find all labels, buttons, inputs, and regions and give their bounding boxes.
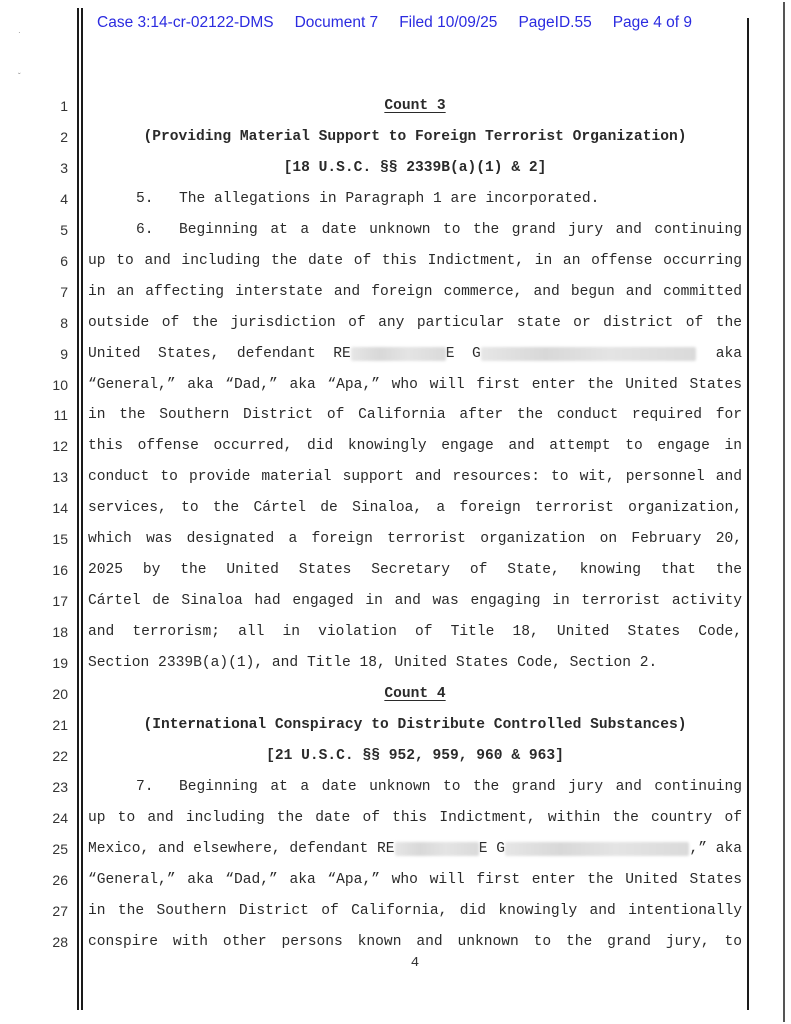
paragraph-6-line: “General,” aka “Dad,” aka “Apa,” who will first enter the United States xyxy=(88,377,742,393)
line-number: 26 xyxy=(52,872,68,888)
left-margin-rule xyxy=(77,8,79,1010)
paragraph-number: 7. xyxy=(136,779,154,795)
paragraph-6-line: in an affecting interstate and foreign commerce, and begun and committed xyxy=(88,284,742,300)
line-number: 9 xyxy=(60,346,68,362)
line-text: United States, defendant RE xyxy=(88,346,351,362)
line-number: 23 xyxy=(52,779,68,795)
paragraph-6-line: Cártel de Sinaloa had engaged in and was engaging in terrorist activity xyxy=(88,593,742,609)
paragraph-7-line: “General,” aka “Dad,” aka “Apa,” who will first enter the United States xyxy=(88,872,742,888)
line-number: 17 xyxy=(52,593,68,609)
paragraph-6-line: up to and including the date of this Indictment, in an offense occurring xyxy=(88,253,742,269)
filed-date: Filed 10/09/25 xyxy=(399,14,498,31)
count-4-subtitle: (International Conspiracy to Distribute Controlled Substances) xyxy=(143,717,687,733)
line-number: 7 xyxy=(60,284,68,300)
page-id: PageID.55 xyxy=(518,14,592,31)
line-number: 12 xyxy=(52,438,68,454)
line-text: aka xyxy=(715,346,742,362)
line-number: 1 xyxy=(60,98,68,114)
paragraph-7-line: up to and including the date of this Indictment, within the country of xyxy=(88,810,742,826)
paragraph-6-line: and terrorism; all in violation of Title 18, United States Code, xyxy=(88,624,742,640)
paragraph-7-line: in the Southern District of California, did knowingly and intentionally xyxy=(88,903,742,919)
line-text: E G xyxy=(478,841,506,857)
redacted-defendant-name xyxy=(351,347,446,361)
line-text: Mexico, and elsewhere, defendant RE xyxy=(88,841,395,857)
right-margin-rule xyxy=(747,18,749,1010)
paragraph-7-line: conspire with other persons known and unknown to the grand jury, to xyxy=(88,934,742,950)
line-number: 27 xyxy=(52,903,68,919)
line-number: 24 xyxy=(52,810,68,826)
count-3-heading: Count 3 xyxy=(384,98,446,114)
line-number: 18 xyxy=(52,624,68,640)
count-3-statute: [18 U.S.C. §§ 2339B(a)(1) & 2] xyxy=(283,160,547,176)
ecf-header-stamp xyxy=(97,12,692,34)
line-number: 16 xyxy=(52,562,68,578)
line-number: 25 xyxy=(52,841,68,857)
paragraph-6-line: services, to the Cártel de Sinaloa, a foreign terrorist organization, xyxy=(88,500,742,516)
page-number: 4 xyxy=(410,955,420,971)
paragraph-6-line xyxy=(88,220,742,240)
paragraph-6-line: outside of the jurisdiction of any particular state or district of the xyxy=(88,315,742,331)
paragraph-text: The allegations in Paragraph 1 are incorporated. xyxy=(179,191,600,207)
line-number: 19 xyxy=(52,655,68,671)
page-of-total: Page 4 of 9 xyxy=(612,14,692,31)
redacted-defendant-name xyxy=(505,842,689,856)
redacted-defendant-name xyxy=(481,347,696,361)
line-text: E G xyxy=(445,346,481,362)
line-number: 6 xyxy=(60,253,68,269)
line-number: 2 xyxy=(60,129,68,145)
redacted-defendant-name xyxy=(395,842,479,856)
line-number: 22 xyxy=(52,748,68,764)
paragraph-7-line-defendant xyxy=(88,839,742,859)
paragraph-number: 6. xyxy=(136,222,154,238)
line-number: 15 xyxy=(52,531,68,547)
line-number: 11 xyxy=(53,407,68,423)
line-number: 5 xyxy=(60,222,68,238)
case-number: Case 3:14-cr-02122-DMS xyxy=(97,14,274,31)
line-number: 10 xyxy=(52,377,68,393)
scan-speck: · xyxy=(18,28,21,37)
paragraph-6-line: in the Southern District of California after the conduct required for xyxy=(88,407,742,423)
line-number: 4 xyxy=(60,191,68,207)
paragraph-6-line: conduct to provide material support and resources: to wit, personnel and xyxy=(88,469,742,485)
left-margin-rule xyxy=(81,8,83,1010)
paragraph-6-line: this offense occurred, did knowingly engage and attempt to engage in xyxy=(88,438,742,454)
scan-speck: ˇ xyxy=(18,72,21,81)
document-number: Document 7 xyxy=(294,14,379,31)
line-number: 28 xyxy=(52,934,68,950)
line-number: 21 xyxy=(52,717,68,733)
line-number: 3 xyxy=(60,160,68,176)
line-number: 13 xyxy=(52,469,68,485)
count-3-subtitle: (Providing Material Support to Foreign Terrorist Organization) xyxy=(143,129,687,145)
line-text: Beginning at a date unknown to the grand jury and continuing xyxy=(179,779,742,795)
paragraph-6-line-defendant xyxy=(88,344,742,364)
count-4-statute: [21 U.S.C. §§ 952, 959, 960 & 963] xyxy=(266,748,564,764)
paragraph-5 xyxy=(88,189,742,209)
line-text: Beginning at a date unknown to the grand jury and continuing xyxy=(179,222,742,238)
paragraph-number: 5. xyxy=(136,191,154,207)
line-number: 14 xyxy=(52,500,68,516)
line-number: 8 xyxy=(60,315,68,331)
line-text: ,” aka xyxy=(689,841,742,857)
page-edge xyxy=(783,2,785,1022)
line-number: 20 xyxy=(52,686,68,702)
paragraph-6-line: which was designated a foreign terrorist organization on February 20, xyxy=(88,531,742,547)
paragraph-7-line xyxy=(88,777,742,797)
paragraph-6-line: Section 2339B(a)(1), and Title 18, United States Code, Section 2. xyxy=(88,655,658,671)
paragraph-6-line: 2025 by the United States Secretary of State, knowing that the xyxy=(88,562,742,578)
count-4-heading: Count 4 xyxy=(384,686,446,702)
